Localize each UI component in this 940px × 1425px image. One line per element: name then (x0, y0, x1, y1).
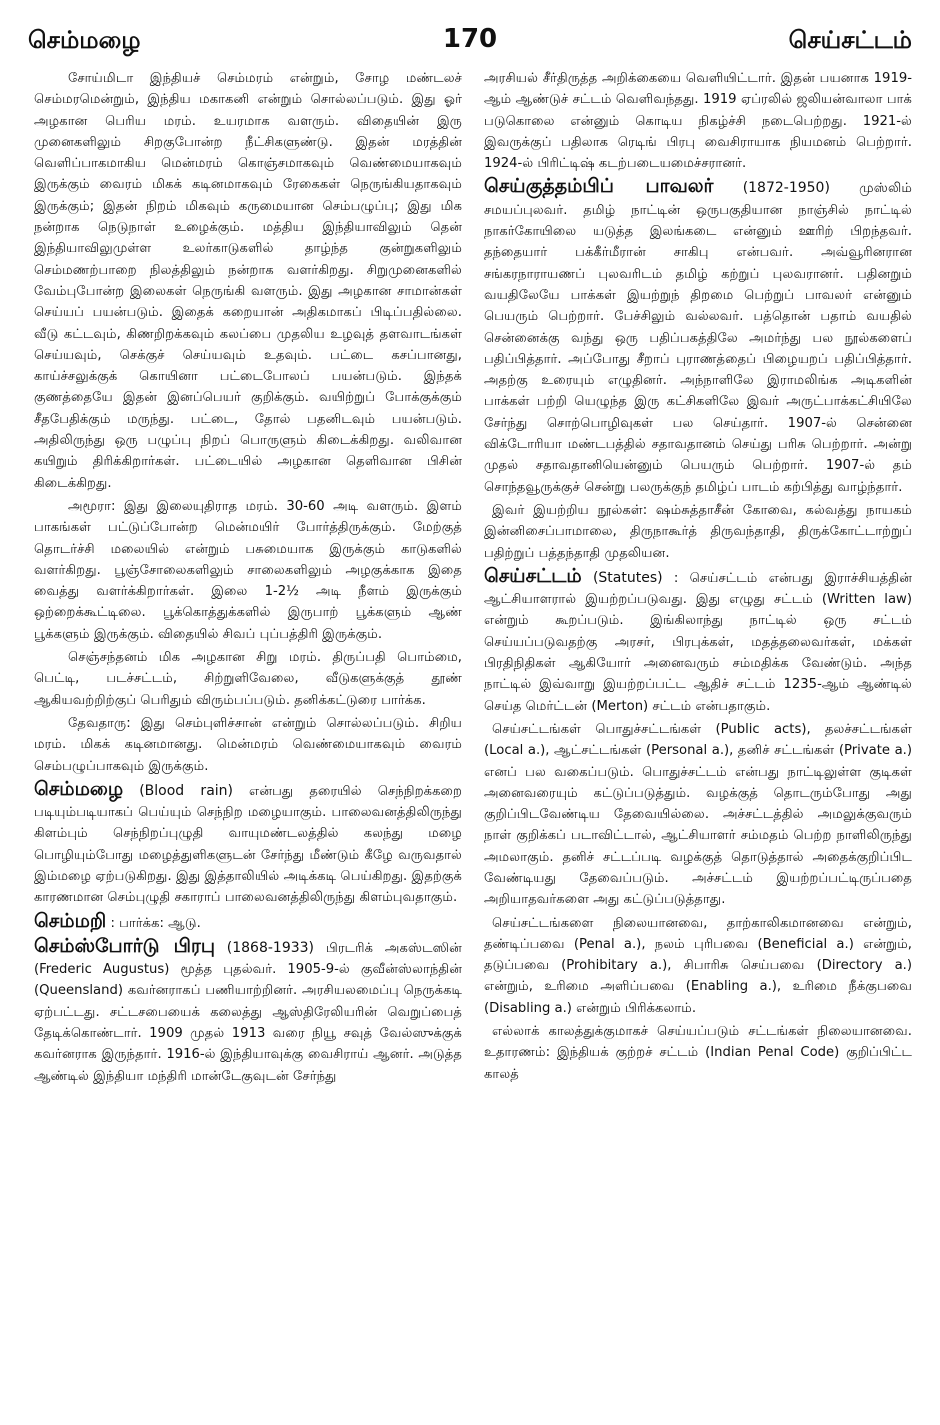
entry-sub: (Blood rain) (139, 782, 233, 799)
entry-chelmsford (34, 936, 462, 1087)
right-column (484, 68, 912, 1413)
paragraph-soymida: சோய்மிடா இந்தியச் செம்மரம் என்றும், சோழ மண்டலச் செம்மரமென்றும், இந்திய மகாகனி என்றும் சொல்லப்படும். இது ஓர் அழகான பெரிய மரம். உயரமாக வளரும். விதையின் இரு முனைகளிலும் சிறகுபோன்ற நீட்சிகளுண்டு. இதன் மரத்தின் வெளிப்பாகமாகிய மென்மரம் கொஞ்சமாகவும் வெண்மையாகவும் இருக்கும் வைரம் மிகக் கடினமாகவும் ரேகைகள் நெருங்கியதாகவும் இருக்கும்; இதன் நிறம் மிகவும் கருமையான செம்பழுப்பு; இது மிக நன்றாக நெடுநாள் உழைக்கும். மத்திய இந்தியாவிலும் தென் இந்தியாவிலுமுள்ள உலர்காடுகளில் தாழ்ந்த குன்றுகளிலும் செம்மணற்பாறை நிலத்திலும் நன்றாக வளர்கிறது. சிறுமுனைகளில் வேம்புபோன்ற இலைகள் நெருங்கி வளரும். இது அழகான சாமான்கள் செய்யப் பயன்படும். இதைக் கறையான் அதிகமாகப் பிடிப்பதில்லை. வீடு கட்டவும், கிணறிறக்கவும் கலப்பை முதலிய உழவுத் தளவாடங்கள் செய்யவும், செக்குச் செய்யவும் உதவும். பட்டை கசப்பானது, காய்ச்சலுக்குக் கொயினா பட்டைபோலப் பயன்படும். இந்தக் குணத்தையே இதன் இனப்பெயர் குறிக்கும். வயிற்றுப் போக்குக்கும் சீதபேதிக்கும் மருந்து. பட்டை, தோல் பதனிடவும் பயன்படும். அதிலிருந்து ஒரு பழுப்பு நிறப் பொருளும் கிடைக்கிறது. வலிவான கயிறும் திரிக்கிறார்கள். பட்டையில் அழகான தெளிவான பிசின் கிடைக்கிறது. (34, 71, 462, 491)
header-right-word: செய்சட்டம் (788, 26, 912, 54)
entry-blood-rain (34, 779, 462, 909)
entry-seykuthambi-pavalar (484, 176, 912, 497)
paragraph-works: இவர் இயற்றிய நூல்கள்: ஷம்சுத்தாசீன் கோவை, கல்வத்து நாயகம் இன்னிசைப்பாமாலை, திருநாகூர்த் திருவந்தாதி, திருக்கோட்டாற்றுப் பதிற்றுப் பத்தந்தாதி முதலியன. (484, 502, 912, 561)
entry-head: செம்ஸ்போர்டு பிரபு (34, 934, 215, 957)
entry-sheep (34, 911, 462, 934)
page-header (22, 22, 918, 62)
entry-sub: (Statutes) (592, 569, 663, 586)
entry-head: செம்மறி (34, 909, 107, 932)
entry-body: : செய்சட்டம் என்பது இராச்சியத்தின் ஆட்சியாளரால் இயற்றப்படுவது. இது எழுது சட்டம் (Written law) என்றும் கூறப்படும். இங்கிலாந்து நாட்டில் ஒரு சட்டம் செய்யப்படுவதற்கு அரசர், பிரபுக்கள், மதத்தலைவர்கள், மக்கள் பிரதிநிதிகள் ஆகியோர் அனைவரும் சம்மதிக்க வேண்டும். அந்த நாட்டில் இவ்வாறு இயற்றப்பட்ட ஆதிச் சட்டம் 1235-ஆம் ஆண்டில் செய்த மெர்ட்டன் (Merton) சட்டம் என்பதாகும். (484, 570, 912, 714)
entry-sub: (1872-1950) (742, 180, 830, 197)
entry-head: செய்சட்டம் (484, 564, 582, 587)
entry-head: செய்குத்தம்பிப் பாவலர் (484, 175, 714, 198)
left-column (34, 68, 462, 1413)
entry-body: முஸ்லிம் சமயப்புலவர். தமிழ் நாட்டின் ஒருபகுதியான நாஞ்சில் நாட்டில் நாகர்கோயிலை யடுத்த இலங்கடை என்னும் ஊரிற் பிறந்தவர். தந்தையார் பக்கீர்மீரான் சாகிபு என்பவர். அவ்வூரினரான சங்கரநாராயணப் புலவரிடம் தமிழ் கற்றுப் புலவரானர். பதினறும் வயதிலேயே பாக்கள் இயற்றுந் திறமை பெற்றுப் பாவலர் என்னும் பெயரும் பெற்றார். பேச்சிலும் வல்லவர். பத்தொன் பதாம் வயதில் சென்னைக்கு வந்து ஒரு பதிப்பகத்திலே அமர்ந்து பல நூல்களைப் பதிப்பித்தார். அப்போது சீறாப் புராணத்தைப் பிழையறப் பதிப்பித்தார். அதற்கு உரையும் எழுதினர். அந்நாளிலே இராமலிங்க அடிகளின் பாக்கள் பற்றி யெழுந்த இரு கட்சிகளிலே இவர் அருட்பாக்கட்சியிலே சேர்ந்து சொற்பொழிவுகள் பல செய்தார். 1907-ல் சென்னை விக்டோரியா மண்டபத்தில் சதாவதானம் செய்து பரிசு பெற்றார். அன்று முதல் சதாவதானியென்னும் பெயரும் பெற்றார். 1907-ல் தம் சொந்தவூருக்குச் சென்று பலருக்குந் தமிழ்ப் பாடம் கற்பித்து வாழ்ந்தார். (484, 181, 912, 495)
paragraph-statute-types: செய்சட்டங்கள் பொதுச்சட்டங்கள் (Public acts), தலச்சட்டங்கள் (Local a.), ஆட்சட்டங்கள் (Personal a.), தனிச் சட்டங்கள் (Private a.) எனப் பல வகைப்படும். பொதுச்சட்டம் என்பது நாட்டிலுள்ள குடிகள் அனைவரையும் கட்டுப்படுத்தும். வழக்குத் தொடரும்போது அது குறிப்பிடவேண்டிய தேவையில்லை. அச்சட்டத்தில் அமலுக்குவரும் நாள் குறிக்கப் படாவிட்டால், ஆட்சியாளர் சம்மதம் பெற்ற நாளிலிருந்து அமலாகும். தனிச் சட்டப்படி வழக்குத் தொடுத்தால் அதைக்குறிப்பிட வேண்டியது தேவைப்படும். அச்சட்டம் இயற்றப்பட்டிருப்பதை அறியாதவர்களை அது கட்டுப்படுத்தாது. (484, 721, 912, 908)
paragraph-continuation: அரசியல் சீர்திருத்த அறிக்கையை வெளியிட்டார். இதன் பயனாக 1919-ஆம் ஆண்டுச் சட்டம் வெளிவந்தது. 1919 ஏப்ரலில் ஜலியன்வாலா பாக் படுகொலை என்னும் கொடிய நிகழ்ச்சி நடைபெற்றது. 1921-ல் இவருக்குப் பதிலாக ரெடிங் பிரபு வைசிராயாக நியமனம் பெற்றார். 1924-ல் பிரிட்டிஷ் கடற்படையமைச்சரானர். (484, 71, 912, 172)
entry-body: : பார்க்க: ஆடு. (110, 915, 201, 931)
page-number: 170 (442, 24, 498, 54)
paragraph-statute-classes: செய்சட்டங்களை நிலையானவை, தாற்காலிகமானவை என்றும், தண்டிப்பவை (Penal a.), நலம் புரிபவை (Beneficial a.) என்றும், தடுப்பவை (Prohibitary a.), சிபாரிசு செய்பவை (Directory a.) என்றும், உரிமை அளிப்பவை (Enabling a.), உரிமை நீக்குபவை (Disabling a.) என்றும் பிரிக்கலாம். (484, 915, 912, 1016)
paragraph-amoora: அமூரா: இது இலையுதிராத மரம். 30-60 அடி வளரும். இளம் பாகங்கள் பட்டுப்போன்ற மென்மயிர் போர்த்திருக்கும். மேற்குத் தொடர்ச்சி மலையில் என்றும் பசுமையாக இருக்கும் காடுகளில் வளர்கிறது. பூஞ்சோலைகளிலும் சாலைகளிலும் அழகுக்காக இதை வைத்து வளர்க்கிறார்கள். இலை 1-2½ அடி நீளம் இருக்கும் ஒற்றைக்கூட்டிலை. பூக்கொத்துக்களில் இருபாற் பூக்களும் ஆண் பூக்களும் இருக்கும். விதையில் சிவப் புப்பத்திரி இருக்கும். (34, 498, 462, 642)
paragraph-permanent-statutes: எல்லாக் காலத்துக்குமாகச் செய்யப்படும் சட்டங்கள் நிலையானவை. உதாரணம்: இந்தியக் குற்றச் சட்டம் (Indian Penal Code) குறிப்பிட்ட காலத் (484, 1024, 912, 1082)
entry-body: என்பது தரையில் செந்நிறக்கறை படியும்படியாகப் பெய்யும் செந்நிற மழையாகும். பாலைவனத்திலிருந்து கிளம்பும் செந்நிறப்புழுதி வாயுமண்டலத்தில் கலந்து மழை பொழியும்போது மழைத்துளிகளுடன் சேர்ந்து மீண்டும் கீழே வருவதால் இம்மழை ஏற்படுகிறது. இது இத்தாலியில் அடிக்கடி பெய்கிறது. இதற்குக் காரணமான செம்புழுதி சகாராப் பாலைவனத்திலிருந்து கிளம்புவதாகும். (34, 783, 462, 906)
header-left-word: செம்மழை (28, 26, 141, 54)
paragraph-red-sandalwood: செஞ்சந்தனம் மிக அழகான சிறு மரம். திருப்பதி பொம்மை, பெட்டி, படச்சட்டம், சிற்றுளிவேலை, வீடுகளுக்குத் தூண் ஆகியவற்றிற்குப் பெரிதும் விரும்பப்படும். தனிக்கட்டுரை பார்க்க. (34, 650, 462, 708)
entry-sub: (1868-1933) (226, 939, 315, 956)
paragraph-devadaru: தேவதாரு: இது செம்புளிச்சான் என்றும் சொல்லப்படும். சிறிய மரம். மிகக் கடினமானது. மென்மரம் வெண்மையாகவும் வைரம் செம்பழுப்பாகவும் இருக்கும். (34, 715, 462, 774)
entry-body: பிரடரிக் அகஸ்டஸின் (Frederic Augustus) மூத்த புதல்வர். 1905-9-ல் குவீன்ஸ்லாந்தின் (Queensland) கவர்னராகப் பணியாற்றினர். அரசியலமைப்பு நெருக்கடி ஏற்பட்டது. சட்டசபையைக் கலைத்து ஆஸ்திரேலியரின் வெறுப்பைத் தேடிக்கொண்டார். 1909 முதல் 1913 வரை நியூ சவுத் வேல்ஸுக்குக் கவர்னராக இருந்தார். 1916-ல் இந்தியாவுக்கு வைசிராய் ஆனர். அடுத்த ஆண்டில் இந்தியா மந்திரி மான்டேகுவுடன் சேர்ந்து (34, 940, 462, 1084)
entry-head: செம்மழை (34, 777, 124, 800)
entry-statutes (484, 566, 912, 717)
